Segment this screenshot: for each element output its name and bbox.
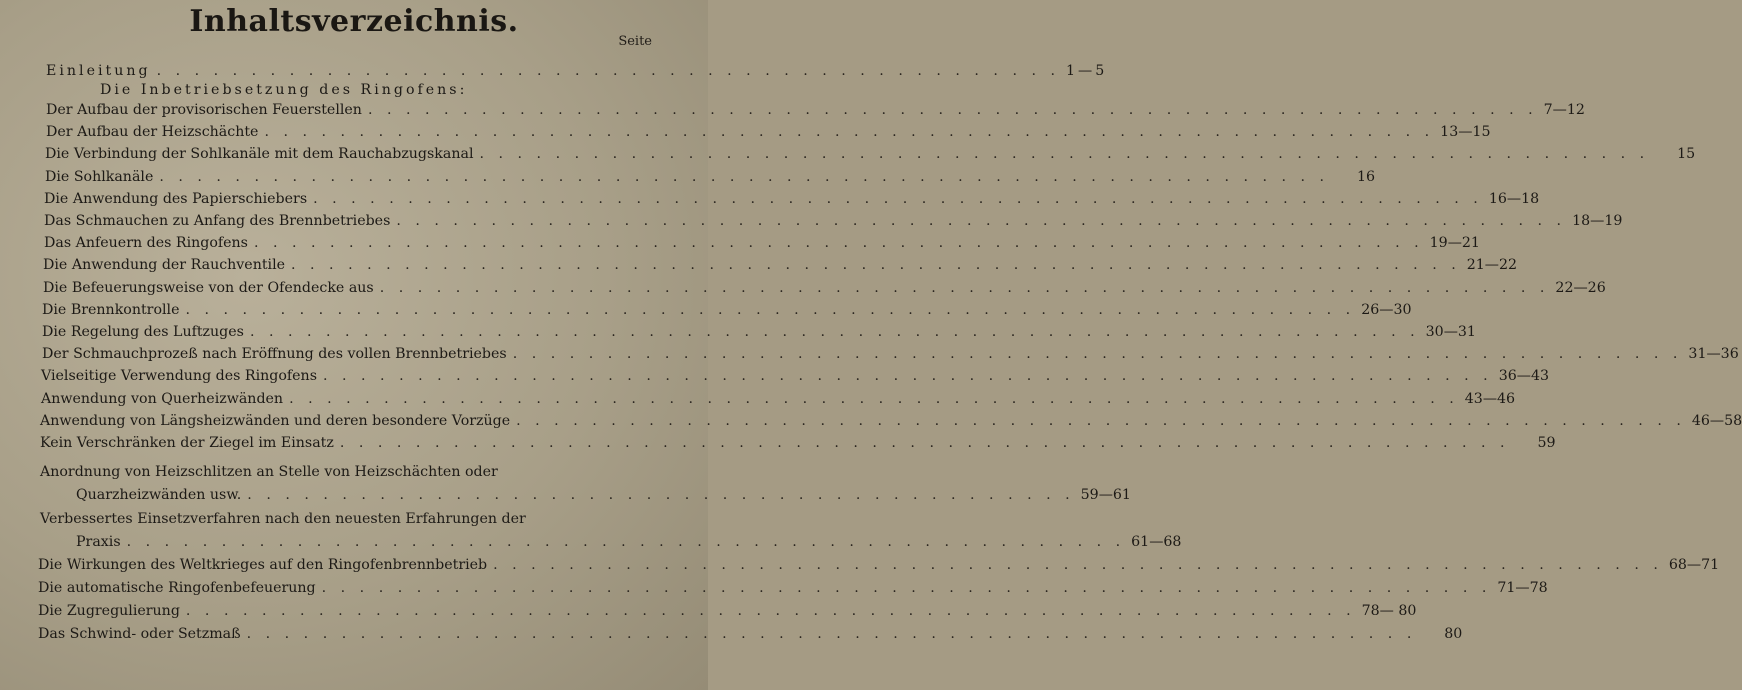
toc-leader-dots: . . . . . . . . . . . . . . . . . . . . . . . . . . . . . . . . . . . . . . . . . . . . . . . . . . . . . . . . . . . . . . — [289, 390, 1459, 407]
toc-entry-title: Die Befeuerungsweise von der Ofendecke aus — [43, 279, 374, 296]
toc-entry-pages: 26—30 — [1361, 301, 1412, 318]
toc-entry — [43, 278, 1606, 298]
toc-entry-pages: 59 — [1537, 435, 1556, 451]
toc-entry-pages: 7—12 — [1543, 102, 1585, 118]
toc-entry-pages: 30—31 — [1425, 324, 1476, 340]
toc-leader-dots: . . . . . . . . . . . . . . . . . . . . . . . . . . . . . . . . . . . . . . . . . . . . . . . . . . . . . . . . . . . . . . — [367, 102, 1538, 118]
toc-entry-pages: 16 — [1357, 168, 1376, 185]
toc-leader-dots: . . . . . . . . . . . . . . . . . . . . . . . . . . . . . . . . . . . . . . . . . . . . . . . . . . . . . . . . . . . . . . — [159, 168, 1330, 185]
toc-entry — [41, 389, 1516, 409]
toc-entry-pages: 18—19 — [1572, 213, 1623, 229]
toc-entry — [40, 433, 1556, 453]
toc-entry-pages: 46—58 — [1691, 412, 1742, 429]
toc-entry-pages: 61—68 — [1131, 534, 1182, 550]
toc-leader-dots: . . . . . . . . . . . . . . . . . . . . . . . . . . . . . . . . . . . . . . . . . . . . . . . . . . . . . . . . . . . . . . — [253, 235, 1424, 252]
toc-entry-pages: 43—46 — [1464, 390, 1516, 407]
toc-entry-title: Die Brennkontrolle — [42, 301, 180, 318]
toc-entry — [42, 300, 1412, 320]
toc-leader-dots: . . . . . . . . . . . . . . . . . . . . . . . . . . . . . . . . . . . . . . . . . . . . — [247, 487, 1075, 503]
toc-leader-dots: . . . . . . . . . . . . . . . . . . . . . . . . . . . . . . . . . . . . . . . . . . . . . . . . . . . . . . . . . . . . . . — [512, 346, 1683, 363]
toc-entry-pages: 80 — [1444, 626, 1463, 642]
toc-entry-einsetzverfahren — [76, 532, 1182, 552]
toc-entry-title: Der Aufbau der provisorischen Feuerstellen — [46, 102, 362, 118]
page-title: Inhaltsverzeichnis. — [189, 4, 519, 39]
toc-entry-title: Die Wirkungen des Weltkrieges auf den Ringofenbrennbetrieb — [38, 557, 488, 573]
toc-leader-dots: . . . . . . . . . . . . . . . . . . . . . . . . . . . . . . . . . . . . . . . . . . . . . . . . . . . . . — [126, 534, 1126, 550]
toc-entry — [38, 555, 1720, 575]
toc-leader-dots: . . . . . . . . . . . . . . . . . . . . . . . . . . . . . . . . . . . . . . . . . . . . . . . . . . . . . . . . . . . . . . — [185, 603, 1356, 619]
toc-entry — [42, 344, 1739, 364]
toc-entry-title: Das Schwind- oder Setzmaß — [38, 626, 241, 642]
toc-entry-einsetzverfahren-line1: Verbessertes Einsetzverfahren nach den neuesten Erfahrungen der — [40, 511, 526, 527]
toc-leader-dots: . . . . . . . . . . . . . . . . . . . . . . . . . . . . . . . . . . . . . . . . . . . . . . . . . . . . . . . . . . . . . . — [322, 368, 1493, 385]
toc-entry-pages: 71—78 — [1497, 580, 1548, 596]
toc-leader-dots: . . . . . . . . . . . . . . . . . . . . . . . . . . . . . . . . . . . . . . . . . . . . . . . . . . . . . . . . . . . . . . — [321, 580, 1492, 596]
toc-entry-title: Der Schmauchprozeß nach Eröffnung des vollen Brennbetriebes — [42, 346, 507, 363]
toc-entry — [38, 578, 1548, 598]
toc-entry-pages: 13—15 — [1440, 124, 1491, 141]
toc-entry — [44, 211, 1623, 231]
toc-entry-title: Vielseitige Verwendung des Ringofens — [41, 368, 317, 385]
toc-entry-pages: 21—22 — [1466, 257, 1518, 274]
toc-entry-title: Das Schmauchen zu Anfang des Brennbetriebes — [44, 213, 391, 229]
toc-entry — [45, 144, 1696, 164]
toc-entry-pages: 36—43 — [1498, 368, 1549, 385]
toc-entry — [44, 233, 1480, 253]
toc-leader-dots: . . . . . . . . . . . . . . . . . . . . . . . . . . . . . . . . . . . . . . . . . . . . . . . . . . . . . . . . . . . . . . — [313, 190, 1483, 207]
toc-entry-title: Praxis — [76, 534, 121, 550]
toc-entry-title: Kein Verschränken der Ziegel im Einsatz — [40, 435, 334, 451]
toc-entry-pages: 78— 80 — [1361, 603, 1417, 619]
toc-leader-dots: . . . . . . . . . . . . . . . . . . . . . . . . . . . . . . . . . . . . . . . . . . . . . . . . . . . . . . . . . . . . . . — [264, 124, 1435, 141]
toc-entry — [43, 255, 1518, 275]
toc-entry-title: Die Verbindung der Sohlkanäle mit dem Rauchabzugskanal — [45, 146, 474, 163]
toc-entry-einleitung — [46, 61, 1108, 81]
toc-entry-pages: 68—71 — [1668, 557, 1720, 573]
toc-entry — [38, 624, 1463, 644]
toc-entry — [45, 167, 1376, 187]
toc-entry-title: Anwendung von Längsheizwänden und deren besondere Vorzüge — [40, 412, 511, 429]
toc-entry-title: Die automatische Ringofenbefeuerung — [38, 580, 316, 596]
toc-entry — [44, 189, 1540, 209]
toc-leader-dots: . . . . . . . . . . . . . . . . . . . . . . . . . . . . . . . . . . . . . . . . . . . . . . . . — [156, 63, 1060, 79]
toc-leader-dots: . . . . . . . . . . . . . . . . . . . . . . . . . . . . . . . . . . . . . . . . . . . . . . . . . . . . . . . . . . . . . . — [185, 301, 1356, 318]
toc-entry-pages: 19—21 — [1429, 235, 1480, 252]
toc-entry — [46, 122, 1491, 142]
toc-entry-pages: 59—61 — [1080, 487, 1131, 503]
toc-entry-title: Die Zugregulierung — [38, 603, 180, 619]
toc-leader-dots: . . . . . . . . . . . . . . . . . . . . . . . . . . . . . . . . . . . . . . . . . . . . . . . . . . . . . . . . . . . . . . — [246, 626, 1417, 642]
toc-entry — [40, 411, 1742, 431]
toc-entry-title: Anwendung von Querheizwänden — [41, 390, 284, 407]
toc-entry-title: Der Aufbau der Heizschächte — [46, 124, 259, 141]
toc-leader-dots: . . . . . . . . . . . . . . . . . . . . . . . . . . . . . . . . . . . . . . . . . . . . . . . . . . . . . . . . . . . . . . — [479, 146, 1650, 163]
toc-entry-title: Das Anfeuern des Ringofens — [44, 235, 248, 252]
toc-entry-pages: 15 — [1677, 146, 1696, 163]
section-heading: Die Inbetriebsetzung des Ringofens: — [100, 82, 468, 98]
toc-entry-title: Die Anwendung des Papierschiebers — [44, 190, 308, 207]
toc-entry-title: Die Regelung des Luftzuges — [42, 324, 244, 340]
toc-leader-dots: . . . . . . . . . . . . . . . . . . . . . . . . . . . . . . . . . . . . . . . . . . . . . . . . . . . . . . . . . . . . . . — [291, 257, 1461, 274]
toc-leader-dots: . . . . . . . . . . . . . . . . . . . . . . . . . . . . . . . . . . . . . . . . . . . . . . . . . . . . . . . . . . . . . . — [339, 435, 1510, 451]
toc-entry — [42, 322, 1476, 342]
page-column-header: Seite — [618, 34, 652, 49]
toc-entry-pages: 31—36 — [1688, 346, 1739, 363]
toc-leader-dots: . . . . . . . . . . . . . . . . . . . . . . . . . . . . . . . . . . . . . . . . . . . . . . . . . . . . . . . . . . . . . . — [516, 412, 1686, 429]
toc-entry-title: Die Anwendung der Rauchventile — [43, 257, 286, 274]
toc-entry-title: Die Sohlkanäle — [45, 168, 154, 185]
toc-entry-pages: 22—26 — [1555, 279, 1606, 296]
toc-leader-dots: . . . . . . . . . . . . . . . . . . . . . . . . . . . . . . . . . . . . . . . . . . . . . . . . . . . . . . . . . . . . . . — [493, 557, 1663, 573]
toc-leader-dots: . . . . . . . . . . . . . . . . . . . . . . . . . . . . . . . . . . . . . . . . . . . . . . . . . . . . . . . . . . . . . . — [249, 324, 1420, 340]
toc-entry — [38, 601, 1417, 621]
toc-entry-heizschlitze — [76, 485, 1131, 505]
toc-entry — [41, 366, 1549, 386]
toc-entry-title: Einleitung — [46, 63, 151, 79]
toc-leader-dots: . . . . . . . . . . . . . . . . . . . . . . . . . . . . . . . . . . . . . . . . . . . . . . . . . . . . . . . . . . . . . . — [396, 213, 1567, 229]
toc-leader-dots: . . . . . . . . . . . . . . . . . . . . . . . . . . . . . . . . . . . . . . . . . . . . . . . . . . . . . . . . . . . . . . — [379, 279, 1550, 296]
toc-entry — [46, 100, 1585, 120]
toc-entry-pages: 1—5 — [1066, 63, 1108, 79]
toc-entry-pages: 16—18 — [1488, 190, 1540, 207]
toc-entry-title: Quarzheizwänden usw. — [76, 487, 242, 503]
toc-entry-heizschlitze-line1: Anordnung von Heizschlitzen an Stelle von Heizschächten oder — [40, 464, 498, 480]
